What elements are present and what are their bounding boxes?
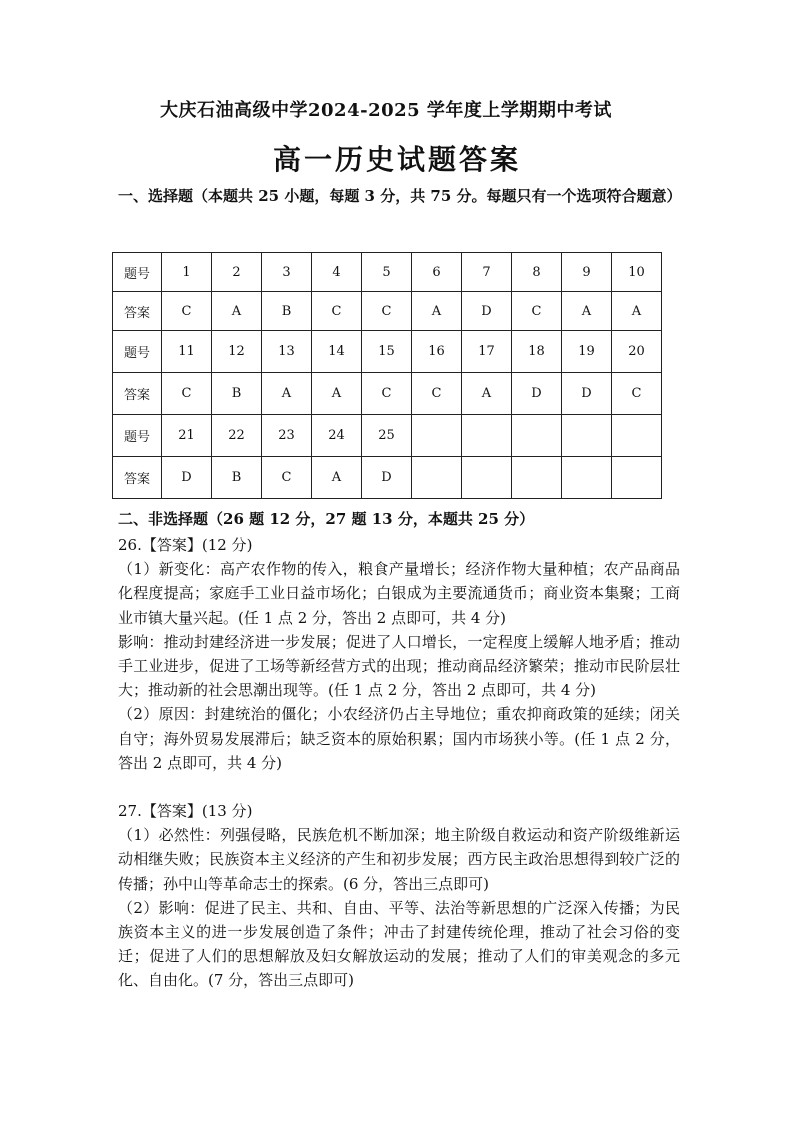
question-27-answer — [118, 799, 680, 993]
answer-table-cell: 5 — [362, 253, 412, 292]
answer-table-row-header: 题号 — [113, 415, 162, 457]
answer-table-cell: 12 — [212, 331, 262, 373]
q26-impact: 影响：推动封建经济进一步发展；促进了人口增长，一定程度上缓解人地矛盾；推动手工业进步，促进了工场等新经营方式的出现；推动商品经济繁荣；推动市民阶层壮大；推动新的社会思潮出现等。(任 1 点 2 分，答出 2 点即可，共 4 分) — [118, 632, 680, 700]
q26-heading: 26.【答案】(12 分) — [118, 536, 253, 554]
q27-part2: （2）影响：促进了民主、共和、自由、平等、法治等新思想的广泛深入传播；为民族资本主义的进一步发展创造了条件；冲击了封建传统伦理，推动了社会习俗的变迁；促进了人们的思想解放及妇女解放运动的发展；推动了人们的审美观念的多元化、自由化。(7 分，答出三点即可) — [118, 898, 680, 990]
answer-table-cell: 11 — [162, 331, 212, 373]
answer-table-cell: A — [462, 373, 512, 415]
answer-table-cell — [562, 457, 612, 499]
answer-table-row-header: 题号 — [113, 331, 162, 373]
answer-table-cell: 1 — [162, 253, 212, 292]
page-title: 高一历史试题答案 — [272, 143, 521, 176]
question-26-answer — [118, 533, 680, 775]
q27-heading: 27.【答案】(13 分) — [118, 802, 253, 820]
answer-table-cell: 20 — [612, 331, 662, 373]
answer-table-cell: 15 — [362, 331, 412, 373]
answer-table-cell: A — [312, 373, 362, 415]
answer-table-cell: C — [612, 373, 662, 415]
answer-table-cell: B — [212, 373, 262, 415]
answer-table-cell: 24 — [312, 415, 362, 457]
answer-table-cell: 10 — [612, 253, 662, 292]
answer-table-row-header: 答案 — [113, 457, 162, 499]
answer-table-cell — [412, 415, 462, 457]
answer-table-row-header: 答案 — [113, 292, 162, 331]
section2-heading: 二、非选择题（26 题 12 分，27 题 13 分，本题共 25 分） — [118, 510, 535, 528]
answer-table-cell: C — [162, 373, 212, 415]
answer-table-cell — [612, 415, 662, 457]
answer-table-cell: D — [462, 292, 512, 331]
answer-table-cell: C — [412, 373, 462, 415]
answer-table-row — [113, 457, 662, 499]
answer-table-cell: 18 — [512, 331, 562, 373]
answer-table-cell — [462, 415, 512, 457]
answer-table-cell: D — [362, 457, 412, 499]
answer-table-cell — [512, 415, 562, 457]
answer-table-cell: 21 — [162, 415, 212, 457]
answer-table-cell: A — [312, 457, 362, 499]
answer-table-cell: C — [262, 457, 312, 499]
answer-table-cell: B — [262, 292, 312, 331]
answer-table-cell: D — [512, 373, 562, 415]
answer-table-cell: A — [412, 292, 462, 331]
answer-table-row — [113, 331, 662, 373]
answer-table-row-header: 题号 — [113, 253, 162, 292]
answer-table-cell: C — [362, 292, 412, 331]
answer-table-cell: 23 — [262, 415, 312, 457]
answer-table-cell: C — [312, 292, 362, 331]
answer-table-cell: 7 — [462, 253, 512, 292]
answer-table-row — [113, 253, 662, 292]
answer-table-cell: 17 — [462, 331, 512, 373]
answer-table-cell: D — [162, 457, 212, 499]
answer-table-cell: B — [212, 457, 262, 499]
answer-table-cell: 2 — [212, 253, 262, 292]
answer-table-cell: 3 — [262, 253, 312, 292]
q26-part2: （2）原因：封建统治的僵化；小农经济仍占主导地位；重农抑商政策的延续；闭关自守；海外贸易发展滞后；缺乏资本的原始积累；国内市场狭小等。(任 1 点 2 分，答出 2 点即可，共 4 分) — [118, 705, 680, 772]
answer-table-cell: 25 — [362, 415, 412, 457]
answer-table-cell: 4 — [312, 253, 362, 292]
school-exam-heading: 大庆石油高级中学2024-2025 学年度上学期期中考试 — [160, 100, 612, 121]
answer-table-cell: C — [162, 292, 212, 331]
answer-table-cell — [612, 457, 662, 499]
answer-table-cell — [412, 457, 462, 499]
q26-part1: （1）新变化：高产农作物的传入，粮食产量增长；经济作物大量种植；农产品商品化程度提高；家庭手工业日益市场化；白银成为主要流通货币；商业资本集聚；工商业市镇大量兴起。(任 1 点 2 分，答出 2 点即可，共 4 分) — [118, 560, 680, 627]
answer-table-cell: 9 — [562, 253, 612, 292]
answer-table-cell: 16 — [412, 331, 462, 373]
answer-table-row — [113, 373, 662, 415]
answer-table-row — [113, 292, 662, 331]
answer-table-cell — [462, 457, 512, 499]
answer-table-cell: 14 — [312, 331, 362, 373]
answer-table-cell: 13 — [262, 331, 312, 373]
answer-table-cell — [562, 415, 612, 457]
section1-heading: 一、选择题（本题共 25 小题，每题 3 分，共 75 分。每题只有一个选项符合题意） — [118, 187, 682, 205]
answer-table-cell: 22 — [212, 415, 262, 457]
answer-table-cell: A — [612, 292, 662, 331]
answer-table-cell: 6 — [412, 253, 462, 292]
answer-table-cell: 8 — [512, 253, 562, 292]
answer-table-cell: A — [562, 292, 612, 331]
answer-table — [112, 252, 662, 499]
answer-table-cell: 19 — [562, 331, 612, 373]
answer-table-cell: D — [562, 373, 612, 415]
answer-table-cell: A — [212, 292, 262, 331]
answer-table-cell: C — [362, 373, 412, 415]
answer-table-row — [113, 415, 662, 457]
answer-table-cell: C — [512, 292, 562, 331]
answer-table-row-header: 答案 — [113, 373, 162, 415]
answer-table-cell: A — [262, 373, 312, 415]
answer-table-cell — [512, 457, 562, 499]
q27-part1: （1）必然性：列强侵略，民族危机不断加深；地主阶级自救运动和资产阶级维新运动相继失败；民族资本主义经济的产生和初步发展；西方民主政治思想得到较广泛的传播；孙中山等革命志士的探索。(6 分，答出三点即可) — [118, 826, 680, 893]
